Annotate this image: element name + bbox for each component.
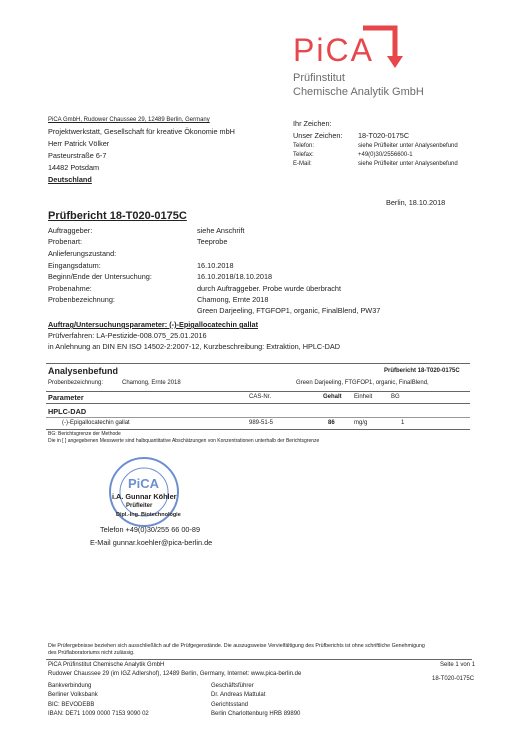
footer-bank: Bankverbindung bbox=[48, 683, 92, 689]
detail-value: 16.10.2018 bbox=[197, 261, 234, 270]
report-title: Prüfbericht 18-T020-0175C bbox=[48, 210, 187, 222]
recipient-country: Deutschland bbox=[48, 175, 92, 184]
detail-label: Anlieferungszustand: bbox=[48, 249, 117, 258]
recipient-name: Herr Patrick Völker bbox=[48, 139, 110, 148]
pica-logo bbox=[283, 22, 458, 112]
fax-value: +49(0)30/2556600-1 bbox=[358, 152, 413, 158]
sample-label: Probenbezeichnung: bbox=[48, 380, 104, 386]
detail-label: Probenahme: bbox=[48, 284, 92, 293]
method-line: Prüfverfahren: LA-Pestizide-008.075_25.01.2016 bbox=[48, 331, 207, 340]
logo-word: PiCA bbox=[293, 32, 374, 68]
signer-role: Prüfleiter bbox=[126, 503, 153, 509]
detail-label: Auftraggeber: bbox=[48, 226, 93, 235]
detail-label: Probenart: bbox=[48, 237, 83, 246]
note: Die in [ ] angegebenen Messwerte sind halbquantitative Abschätzungen von Konzentrationen unterhalb der Berichtsgrenze bbox=[48, 438, 320, 444]
detail-value: siehe Anschrift bbox=[197, 226, 245, 235]
row-cas: 989-51-5 bbox=[249, 420, 274, 426]
detail-label: Beginn/Ende der Untersuchung: bbox=[48, 272, 152, 281]
signer-phone: Telefon +49(0)30/255 66 00-89 bbox=[100, 525, 201, 534]
sample-right: Green Darjeeling, FTGFOP1, organic, FinalBlend, bbox=[296, 380, 429, 386]
footer-management: Berlin Charlottenburg HRB 89890 bbox=[211, 711, 301, 717]
footer-bank: IBAN: DE71 1009 0000 7153 9090 02 bbox=[48, 711, 149, 717]
divider bbox=[46, 403, 470, 404]
detail-value: 16.10.2018/18.10.2018 bbox=[197, 272, 273, 281]
group-label: HPLC-DAD bbox=[48, 407, 87, 416]
footer-report-no: 18-T020-0175C bbox=[432, 676, 475, 682]
fax-label: Telefax: bbox=[293, 152, 314, 158]
disclaimer-line: Die Prüfergebnisse beziehen sich ausschließlich auf die Prüfgegenstände. Die auszugsweise Vervielfältigung des Prüfberichts ist ohne schriftliche Genehmigung bbox=[48, 643, 425, 649]
method-line: in Anlehnung an DIN EN ISO 14502-2:2007-12, Kurzbeschreibung: Extraktion, HPLC-DAD bbox=[48, 342, 341, 351]
detail-label: Probenbezeichnung: bbox=[48, 295, 115, 304]
analysis-report-ref: Prüfbericht 18-T020-0175C bbox=[384, 368, 460, 374]
detail-value: durch Auftraggeber. Probe wurde überbracht bbox=[197, 284, 342, 293]
sample-value: Chamong, Ernte 2018 bbox=[122, 380, 181, 386]
col-gehalt: Gehalt bbox=[323, 394, 342, 400]
signer-qualification: Dipl.-Ing. Biotechnologie bbox=[116, 512, 181, 518]
email-value: siehe Prüfleiter unter Analysenbefund bbox=[358, 161, 458, 167]
detail-value: Chamong, Ernte 2018 bbox=[197, 295, 269, 304]
col-parameter: Parameter bbox=[48, 393, 84, 402]
col-cas: CAS-Nr. bbox=[249, 394, 272, 400]
your-reference-label: Ihr Zeichen: bbox=[293, 119, 332, 128]
detail-extra: Green Darjeeling, FTGFOP1, organic, FinalBlend, PW37 bbox=[197, 306, 381, 315]
recipient-company: Projektwerkstatt, Gesellschaft für kreative Ökonomie mbH bbox=[48, 127, 235, 136]
detail-label: Eingangsdatum: bbox=[48, 261, 101, 270]
detail-value: Teeprobe bbox=[197, 237, 228, 246]
our-reference-label: Unser Zeichen: bbox=[293, 131, 343, 140]
recipient-city: 14482 Potsdam bbox=[48, 163, 100, 172]
row-gehalt: 86 bbox=[328, 420, 335, 426]
analysis-title: Analysenbefund bbox=[48, 366, 119, 376]
note: BG: Berichtsgrenze der Methode bbox=[48, 431, 121, 437]
footer-page: Seite 1 von 1 bbox=[440, 662, 476, 668]
footer-management: Gerichtsstand bbox=[211, 702, 249, 708]
phone-label: Telefon: bbox=[293, 143, 315, 149]
our-reference-value: 18-T020-0175C bbox=[358, 131, 410, 140]
params-heading: Auftrag/Untersuchungsparameter: (-)-Epigallocatechin gallat bbox=[48, 320, 259, 329]
row-einheit: mg/g bbox=[354, 420, 368, 426]
recipient-street: Pasteurstraße 6-7 bbox=[48, 151, 107, 160]
stamp-text: PiCA bbox=[128, 476, 160, 491]
logo-line2: Chemische Analytik GmbH bbox=[293, 86, 424, 98]
email-label: E-Mail: bbox=[293, 161, 312, 167]
col-einheit: Einheit bbox=[354, 394, 373, 400]
footer-divider bbox=[46, 659, 472, 660]
disclaimer-line: des Prüflaboratoriums nicht zulässig. bbox=[48, 650, 135, 656]
divider bbox=[46, 429, 470, 430]
signer-email: E-Mail gunnar.koehler@pica-berlin.de bbox=[90, 538, 213, 547]
divider bbox=[46, 363, 470, 364]
phone-value: siehe Prüfleiter unter Analysenbefund bbox=[358, 143, 458, 149]
signer-name: i.A. Gunnar Köhler bbox=[112, 492, 177, 501]
footer-bank: BIC: BEVODEBB bbox=[48, 702, 95, 708]
footer-management: Geschäftsführer bbox=[211, 683, 254, 689]
footer-management: Dr. Andreas Mattulat bbox=[211, 692, 266, 698]
footer-bank: Berliner Volksbank bbox=[48, 692, 98, 698]
row-bg: 1 bbox=[401, 420, 405, 426]
report-date: Berlin, 18.10.2018 bbox=[386, 198, 446, 207]
footer-address: Rudower Chaussee 29 (im IGZ Adlershof), 12489 Berlin, Germany, Internet: www.pica-berlin.de bbox=[48, 671, 302, 677]
row-param: (-)-Epigallocatechin gallat bbox=[62, 420, 130, 426]
divider bbox=[46, 417, 470, 418]
footer-company: PiCA Prüfinstitut Chemische Analytik GmbH bbox=[48, 662, 165, 668]
logo-line1: Prüfinstitut bbox=[293, 72, 345, 84]
col-bg: BG bbox=[391, 394, 400, 400]
sender-line: PiCA GmbH, Rudower Chaussee 29, 12489 Berlin, Germany bbox=[48, 117, 210, 123]
divider bbox=[46, 391, 470, 392]
